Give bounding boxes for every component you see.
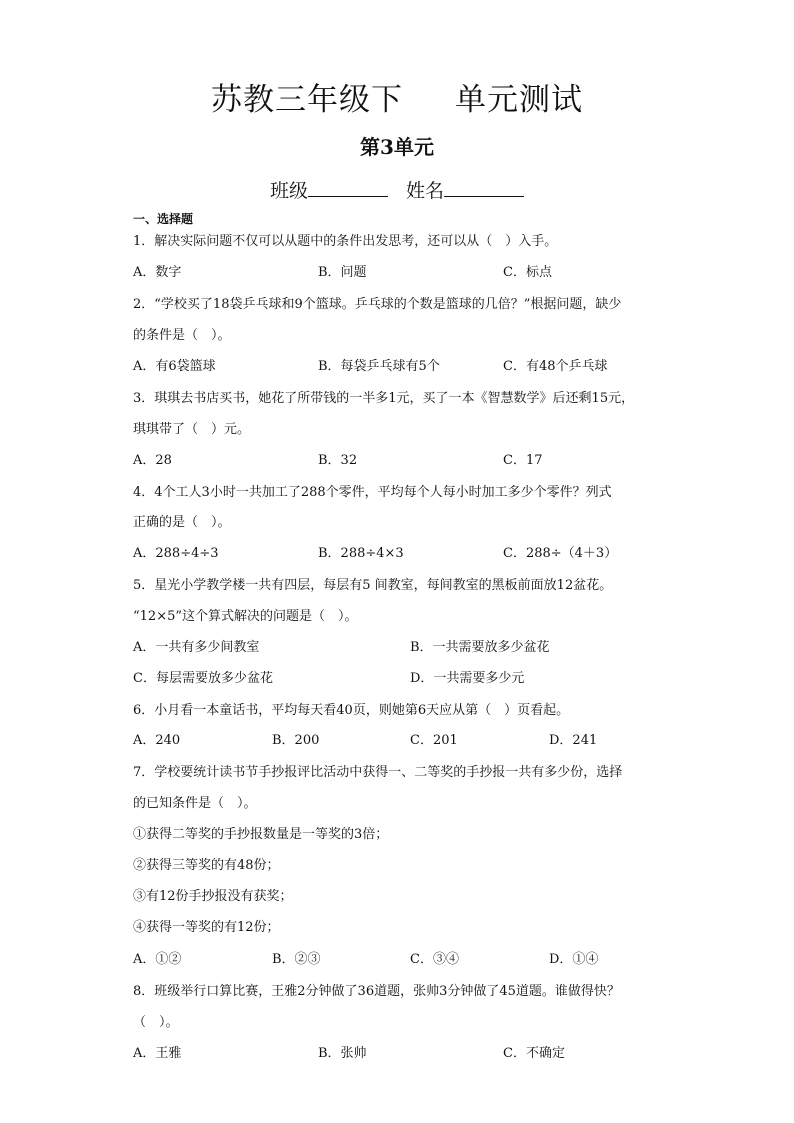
question-6-option-c: C．201 [410,733,458,748]
question-5-line-2: “12×5”这个算式解决的问题是（ ）。 [133,609,358,624]
question-1-option-b: B．问题 [318,265,367,280]
name-blank [444,178,524,197]
student-info-line [0,176,794,203]
question-2-option-c: C．有48个乒乓球 [503,359,608,374]
question-7-line-2: 的已知条件是（ ）。 [133,796,257,811]
question-4-option-a: A．288÷4÷3 [133,546,219,561]
question-7-option-b: B．②③ [272,952,321,967]
question-2-line-2: 的条件是（ ）。 [133,328,231,343]
name-label: 姓名 [406,180,445,202]
question-7-option-a: A．①② [133,952,182,967]
question-8-line-1: 8．班级举行口算比赛，王雅2分钟做了36道题，张帅3分钟做了45道题。谁做得快？ [133,984,620,999]
question-5-option-c: C．每层需要放多少盆花 [133,671,273,686]
question-7-option-d: D．①④ [549,952,599,967]
question-5-option-b: B．一共需要放多少盆花 [410,640,550,655]
question-6-option-a: A．240 [133,733,181,748]
question-3-option-c: C．17 [503,453,543,468]
question-2-option-b: B．每袋乒乓球有5个 [318,359,440,374]
class-label: 班级 [269,180,308,202]
question-5-option-a: A．一共有多少间教室 [133,640,260,655]
question-5-option-d: D．一共需要多少元 [410,671,525,686]
question-3-line-2: 琪琪带了（ ）元。 [133,422,251,437]
section-heading: 一、选择题 [133,212,194,226]
question-7-condition-1: ①获得二等奖的手抄报数量是一等奖的3倍； [133,827,389,842]
unit-heading: 第3单元 [360,135,434,159]
question-6-option-d: D．241 [549,733,598,748]
question-1-option-c: C．标点 [503,265,552,280]
question-3-option-a: A．28 [133,453,172,468]
question-7-condition-4: ④获得一等奖的有12份； [133,920,280,935]
question-8-option-c: C．不确定 [503,1046,565,1061]
question-6-option-b: B．200 [272,733,320,748]
question-3-line-1: 3．琪琪去书店买书，她花了所带钱的一半多1元，买了一本《智慧数学》后还剩15元， [133,391,635,406]
question-1-option-a: A．数字 [133,265,182,280]
class-blank [308,178,388,197]
question-7-line-1: 7．学校要统计读书节手抄报评比活动中获得一、二等奖的手抄报一共有多少份，选择 [133,765,623,780]
question-2-line-1: 2．“学校买了18袋乒乓球和9个篮球。乒乓球的个数是篮球的几倍？”根据问题，缺少 [133,297,622,312]
question-4-line-2: 正确的是（ ）。 [133,515,231,530]
question-7-option-c: C．③④ [410,952,459,967]
question-8-option-a: A．王雅 [133,1046,182,1061]
question-2-option-a: A．有6袋篮球 [133,359,216,374]
question-4-option-c: C．288÷（4＋3） [503,546,618,561]
question-1-line-1: 1．解决实际问题不仅可以从题中的条件出发思考，还可以从（ ）入手。 [133,234,558,249]
question-4-option-b: B．288÷4×3 [318,546,404,561]
question-3-option-b: B．32 [318,453,358,468]
question-8-option-b: B．张帅 [318,1046,367,1061]
question-7-condition-3: ③有12份手抄报没有获奖； [133,889,293,904]
question-8-line-2: （ ）。 [133,1015,179,1030]
question-7-condition-2: ②获得三等奖的有48份； [133,858,280,873]
title-part1: 苏教三年级下 [211,82,403,118]
question-4-line-1: 4．4个工人3小时一共加工了288个零件，平均每个人每小时加工多少个零件？列式 [133,485,612,500]
page-title [0,74,794,119]
question-6-line-1: 6．小月看一本童话书，平均每天看40页，则她第6天应从第（ ）页看起。 [133,703,570,718]
question-5-line-1: 5．星光小学教学楼一共有四层，每层有5 间教室，每间教室的黑板前面放12盆花。 [133,578,613,593]
title-part2: 单元测试 [455,82,583,118]
